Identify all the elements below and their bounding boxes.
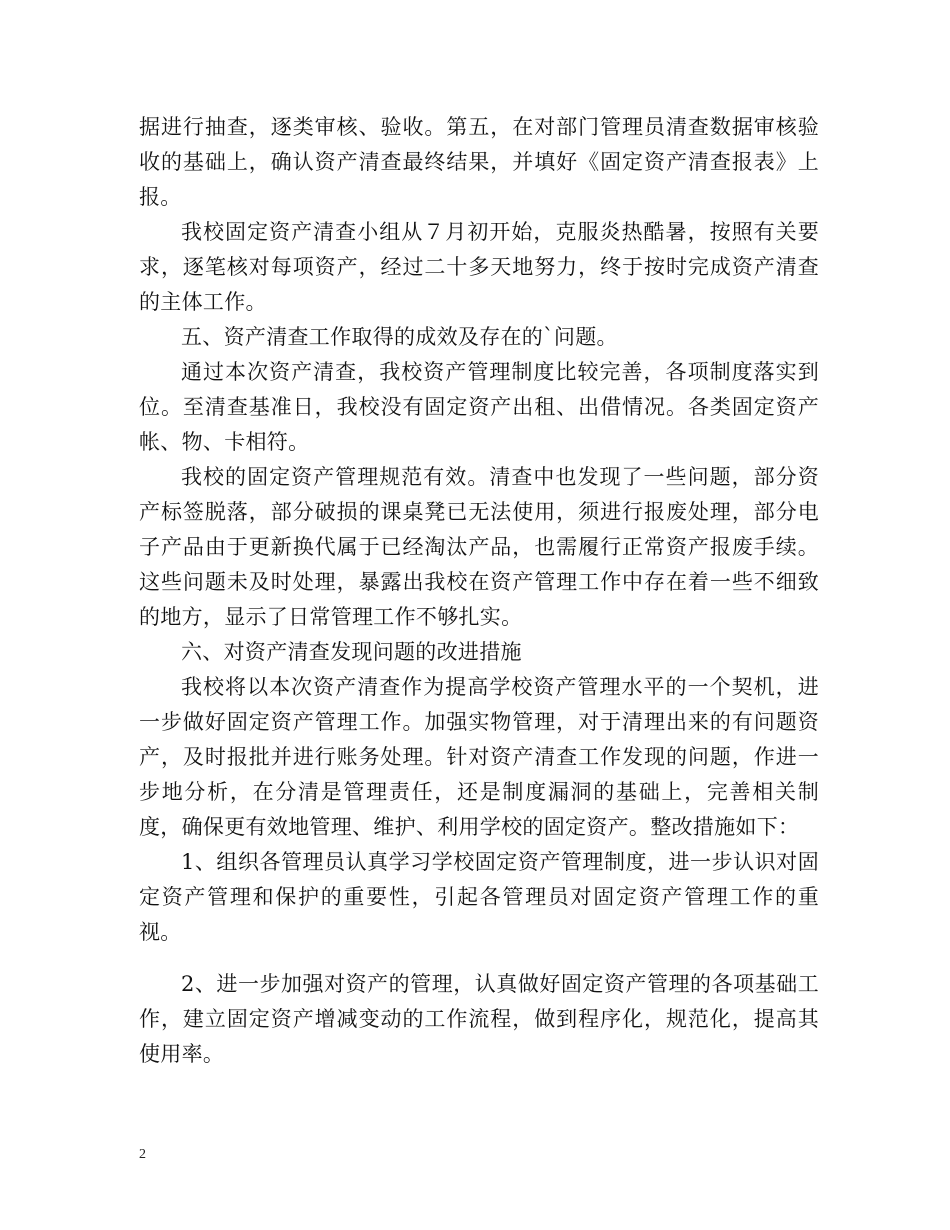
paragraph-results: 通过本次资产清查，我校资产管理制度比较完善，各项制度落实到位。至清查基准日，我校没有固定资产出租、出借情况。各类固定资产帐、物、卡相符。 bbox=[139, 360, 819, 454]
document-body bbox=[139, 110, 819, 1072]
paragraph-continuation: 据进行抽查，逐类审核、验收。第五，在对部门管理员清查数据审核验收的基础上，确认资产清查最终结果，并填好《固定资产清查报表》上报。 bbox=[139, 115, 819, 209]
paragraph-cleanup-progress: 我校固定资产清查小组从７月初开始，克服炎热酷暑，按照有关要求，逐笔核对每项资产，经过二十多天地努力，终于按时完成资产清查的主体工作。 bbox=[139, 220, 819, 314]
paragraph-problems: 我校的固定资产管理规范有效。清查中也发现了一些问题，部分资产标签脱落，部分破损的课桌凳已无法使用，须进行报废处理，部分电子产品由于更新换代属于已经淘汰产品，也需履行正常资产报废手续。这些问题未及时处理，暴露出我校在资产管理工作中存在着一些不细致的地方，显示了日常管理工作不够扎实。 bbox=[139, 465, 819, 629]
section-heading-results: 五、资产清查工作取得的成效及存在的`问题。 bbox=[181, 325, 618, 349]
list-item-1: 1、组织各管理员认真学习学校固定资产管理制度，进一步认识对固定资产管理和保护的重要性，引起各管理员对固定资产管理工作的重视。 bbox=[139, 850, 819, 944]
page-number: 2 bbox=[139, 1147, 146, 1162]
list-item-2: 2、进一步加强对资产的管理，认真做好固定资产管理的各项基础工作，建立固定资产增减变动的工作流程，做到程序化，规范化，提高其使用率。 bbox=[139, 972, 819, 1066]
section-heading-improvements: 六、对资产清查发现问题的改进措施 bbox=[181, 640, 522, 664]
paragraph-improvements: 我校将以本次资产清查作为提高学校资产管理水平的一个契机，进一步做好固定资产管理工作。加强实物管理，对于清理出来的有问题资产，及时报批并进行账务处理。针对资产清查工作发现的问题，作进一步地分析，在分清是管理责任，还是制度漏洞的基础上，完善相关制度，确保更有效地管理、维护、利用学校的固定资产。整改措施如下： bbox=[139, 675, 819, 839]
